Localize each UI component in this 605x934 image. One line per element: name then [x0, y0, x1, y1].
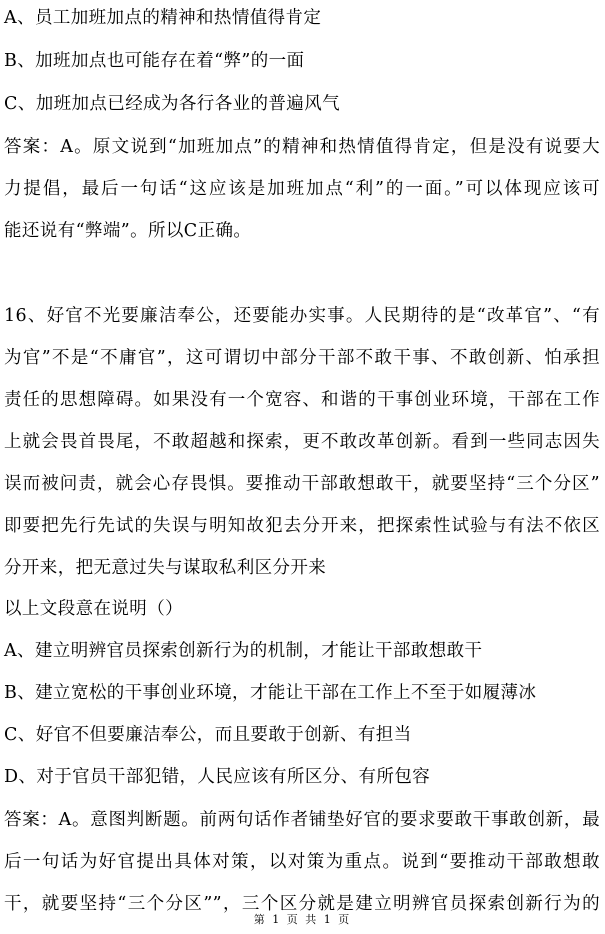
question-16-option-a: A、建立明辨官员探索创新行为的机制，才能让干部敢想敢干	[4, 641, 483, 661]
answer-line-3: 能还说有“弊端”。所以C正确。	[4, 221, 252, 241]
question-16-line-7: 分开来，把无意过失与谋取私利区分开来	[4, 558, 327, 578]
question-16-line-4: 上就会畏首畏尾，不敢超越和探索，更不敢改革创新。看到一些同志因失	[4, 432, 600, 452]
question-16-answer-line-3: 干，就要坚持“三个分区””，三个区分就是建立明辨官员探索创新行为的	[4, 894, 600, 914]
answer-line-1: 答案：A。原文说到“加班加点”的精神和热情值得肯定，但是没有说要大	[4, 137, 600, 157]
option-c-line: C、加班加点已经成为各行各业的普遍风气	[4, 94, 340, 114]
question-16-option-d: D、对于官员干部犯错，人民应该有所区分、有所包容	[4, 767, 431, 787]
question-16-line-2: 为官”不是“不庸官”，这可谓切中部分干部不敢干事、不敢创新、怕承担	[4, 348, 600, 368]
question-16-line-6: 即要把先行先试的失误与明知故犯去分开来，把探索性试验与有法不依区	[4, 516, 600, 536]
question-16-line-1: 16、好官不光要廉洁奉公，还要能办实事。人民期待的是“改革官”、“有	[4, 306, 600, 326]
question-16-line-5: 误而被问责，就会心存畏惧。要推动干部敢想敢干，就要坚持“三个分区”	[4, 474, 600, 494]
option-a-line: A、员工加班加点的精神和热情值得肯定	[4, 8, 322, 28]
page-footer: 第 1 页 共 1 页	[253, 913, 352, 926]
option-b-line: B、加班加点也可能存在着“弊”的一面	[4, 51, 305, 71]
answer-line-2: 力提倡，最后一句话“这应该是加班加点“利”的一面。”可以体现应该可	[4, 179, 600, 199]
question-16-answer-line-2: 后一句话为好官提出具体对策，以对策为重点。说到“要推动干部敢想敢	[4, 852, 600, 872]
question-16-answer-line-1: 答案：A。意图判断题。前两句话作者铺垫好官的要求要敢干事敢创新，最	[4, 810, 600, 830]
question-16-option-c: C、好官不但要廉洁奉公，而且要敢于创新、有担当	[4, 725, 412, 745]
question-16-option-b: B、建立宽松的干事创业环境，才能让干部在工作上不至于如履薄冰	[4, 683, 537, 703]
question-16-line-3: 责任的思想障碍。如果没有一个宽容、和谐的干事创业环境，干部在工作	[4, 390, 600, 410]
question-16-prompt: 以上文段意在说明（）	[4, 599, 183, 619]
